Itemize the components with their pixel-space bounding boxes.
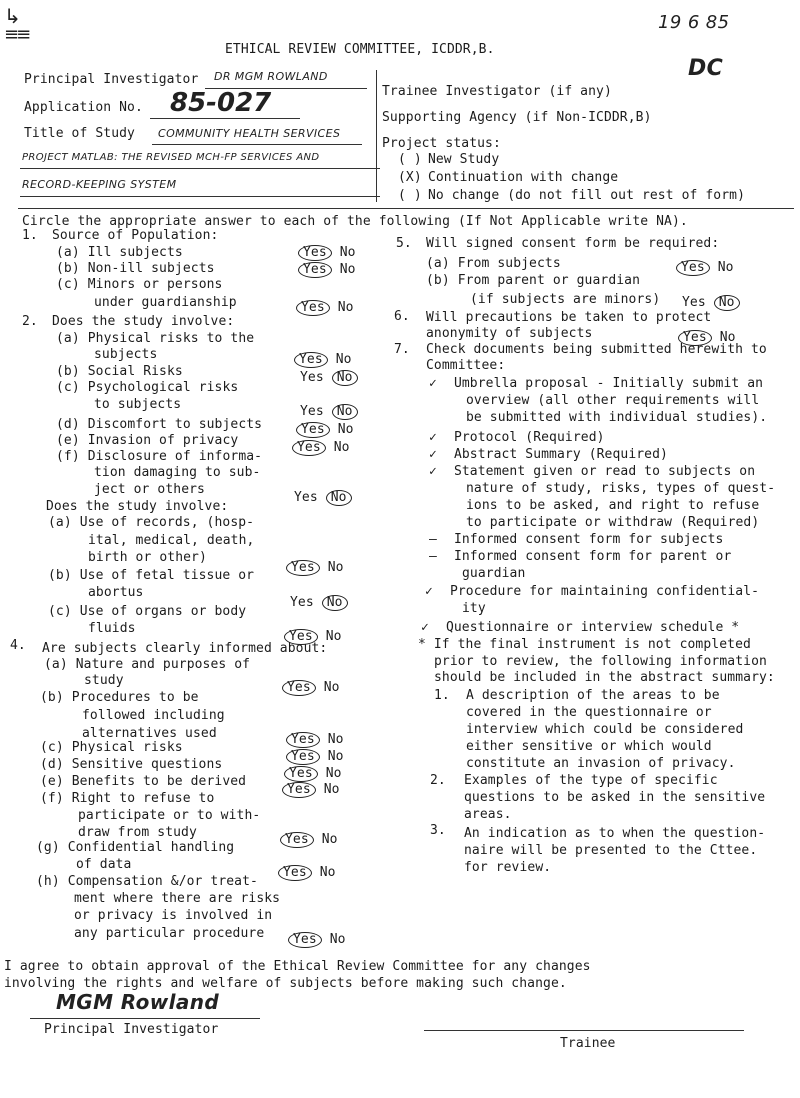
doc-umbrella <box>420 376 763 392</box>
item-letter: (d) <box>56 417 80 432</box>
q2c-line2: to subjects <box>94 397 182 412</box>
point-1-line2: covered in the questionnaire or <box>466 705 712 720</box>
status-option-new <box>398 152 499 168</box>
doc-questionnaire <box>412 620 739 636</box>
checkbox-mark: ( ) <box>398 152 422 167</box>
point-2-line1: Examples of the type of specific <box>464 773 718 788</box>
item-text: Nature and purposes of <box>75 657 251 672</box>
item-text: Compensation &/or treat- <box>67 874 258 889</box>
item-text: Right to refuse to <box>71 791 215 806</box>
q3-title: Does the study involve: <box>46 499 229 514</box>
point-3-line1: An indication as to when the question- <box>464 826 766 841</box>
item-letter: (e) <box>56 433 80 448</box>
q1a <box>56 245 183 261</box>
q3b-line2: abortus <box>88 585 144 600</box>
yes-circled: Yes <box>284 629 318 645</box>
no-option: No <box>335 352 352 367</box>
doc-confidentiality-line2: ity <box>462 601 486 616</box>
item-text: Confidential handling <box>67 840 235 855</box>
doc-statement <box>420 464 755 480</box>
item-letter: (b) <box>56 261 80 276</box>
yes-circled: Yes <box>288 932 322 948</box>
doc-umbrella-line2: overview (all other requirements will <box>466 393 760 408</box>
application-underline <box>150 118 300 119</box>
no-circled: No <box>332 370 358 386</box>
dash-mark: — <box>429 532 437 547</box>
item-letter: (e) <box>40 774 64 789</box>
status-option-label: No change (do not fill out rest of form) <box>427 188 746 203</box>
point-3-number: 3. <box>430 823 446 838</box>
title-label: Title of Study <box>24 126 135 141</box>
q4d-answer <box>284 766 342 782</box>
q2e <box>56 433 238 449</box>
q4h-line2: ment where there are risks <box>74 891 281 906</box>
q3b <box>48 568 254 584</box>
q4c-answer <box>286 749 344 765</box>
no-circled: No <box>714 295 740 311</box>
q4d <box>40 757 222 773</box>
q1a-answer <box>298 245 356 261</box>
q6-line2: anonymity of subjects <box>426 326 593 341</box>
doc-umbrella-line3: be submitted with individual studies). <box>466 410 768 425</box>
yes-option: Yes <box>300 404 324 419</box>
date-mark: 19 6 85 <box>658 12 730 33</box>
status-option-label: New Study <box>427 152 500 167</box>
check-icon: ✓ <box>429 464 437 479</box>
point-2-line2: questions to be asked in the sensitive <box>464 790 766 805</box>
yes-circled: Yes <box>286 560 320 576</box>
no-option: No <box>327 560 344 575</box>
agreement-line-1: I agree to obtain approval of the Ethical Review Committee for any changes <box>4 959 591 974</box>
trainee-signature-line <box>424 1030 744 1031</box>
item-letter: (c) <box>56 380 80 395</box>
item-text: Social Risks <box>87 364 183 379</box>
item-letter: (a) <box>48 515 72 530</box>
doc-label: Questionnaire or interview schedule * <box>445 620 740 635</box>
yes-circled: Yes <box>678 330 712 346</box>
application-value: 85-027 <box>170 88 272 118</box>
check-icon: ✓ <box>429 376 437 391</box>
title-underline-2 <box>20 168 380 169</box>
item-letter: (f) <box>40 791 64 806</box>
point-2-line3: areas. <box>464 807 512 822</box>
q2c <box>56 380 238 396</box>
title-value-1: COMMUNITY HEALTH SERVICES <box>158 127 341 140</box>
q3c <box>48 604 246 620</box>
q5b <box>426 273 640 289</box>
yes-circled: Yes <box>282 782 316 798</box>
check-icon: ✓ <box>429 447 437 462</box>
no-option: No <box>719 330 736 345</box>
item-letter: (h) <box>36 874 60 889</box>
doc-consent-parent-line2: guardian <box>462 566 526 581</box>
no-option: No <box>327 749 344 764</box>
item-letter: (b) <box>48 568 72 583</box>
trainee-label: Trainee Investigator (if any) <box>382 84 612 99</box>
q2f-line2: tion damaging to sub- <box>94 465 261 480</box>
doc-statement-line3: ions to be asked, and right to refuse <box>466 498 760 513</box>
q4b <box>40 690 199 706</box>
q2f-answer <box>294 490 352 506</box>
q5a-answer <box>676 260 734 276</box>
q4h-line3: or privacy is involved in <box>74 908 273 923</box>
item-letter: (c) <box>48 604 72 619</box>
item-text: Physical risks <box>71 740 183 755</box>
point-3-line2: naire will be presented to the Cttee. <box>464 843 758 858</box>
q1b-answer <box>298 262 356 278</box>
instructions: Circle the appropriate answer to each of the following (If Not Applicable write NA). <box>22 214 688 229</box>
no-option: No <box>717 260 734 275</box>
item-letter: (b) <box>56 364 80 379</box>
corner-scribble-2: ≡≡ <box>4 24 29 45</box>
doc-consent-parent <box>420 549 731 565</box>
item-text: Sensitive questions <box>71 757 223 772</box>
q4b-line3: alternatives used <box>82 726 217 741</box>
item-letter: (b) <box>426 273 450 288</box>
item-text: Psychological risks <box>87 380 239 395</box>
yes-circled: Yes <box>282 680 316 696</box>
no-option: No <box>329 932 346 947</box>
check-icon: ✓ <box>425 584 433 599</box>
item-text: From subjects <box>457 256 561 271</box>
dash-mark: — <box>429 549 437 564</box>
q4f <box>40 791 214 807</box>
q3c-line2: fluids <box>88 621 136 636</box>
doc-label: Statement given or read to subjects on <box>453 464 756 479</box>
fields-divider <box>376 70 377 202</box>
yes-option: Yes <box>290 595 314 610</box>
q4a <box>44 657 250 673</box>
q2a <box>56 331 254 347</box>
q2-number: 2. <box>22 314 38 329</box>
q7-note-1: * If the final instrument is not completed <box>418 637 751 652</box>
item-text: Ill subjects <box>87 245 183 260</box>
doc-label: Protocol (Required) <box>453 430 605 445</box>
q4a-answer <box>282 680 340 696</box>
q3a-line2: ital, medical, death, <box>88 533 255 548</box>
q2b <box>56 364 183 380</box>
q2f-line3: ject or others <box>94 482 205 497</box>
q6-number: 6. <box>394 309 410 324</box>
agency-label: Supporting Agency (if Non-ICDDR,B) <box>382 110 652 125</box>
q4g-line2: of data <box>76 857 132 872</box>
no-option: No <box>325 629 342 644</box>
no-option: No <box>319 865 336 880</box>
pi-signature-label: Principal Investigator <box>44 1022 219 1037</box>
no-option: No <box>337 300 354 315</box>
item-text: Non-ill subjects <box>87 261 215 276</box>
yes-circled: Yes <box>284 766 318 782</box>
yes-option: Yes <box>682 295 706 310</box>
yes-circled: Yes <box>294 352 328 368</box>
doc-label: Procedure for maintaining confidential- <box>449 584 760 599</box>
item-text: Physical risks to the <box>87 331 255 346</box>
title-value-2: PROJECT MATLAB: THE REVISED MCH-FP SERVICES AND <box>22 152 320 163</box>
yes-circled: Yes <box>298 245 332 261</box>
no-option: No <box>339 245 356 260</box>
q3a-line3: birth or other) <box>88 550 207 565</box>
q7-note-2: prior to review, the following information <box>434 654 767 669</box>
yes-circled: Yes <box>296 422 330 438</box>
point-2-number: 2. <box>430 773 446 788</box>
doc-abstract <box>420 447 668 463</box>
item-text: Use of fetal tissue or <box>79 568 255 583</box>
pi-label: Principal Investigator <box>24 72 199 87</box>
q4h-line4: any particular procedure <box>74 926 265 941</box>
agreement-line-2: involving the rights and welfare of subjects before making such change. <box>4 976 567 991</box>
status-option-continuation <box>398 170 618 186</box>
header-divider <box>18 208 794 209</box>
q4-number: 4. <box>10 638 26 653</box>
q2f <box>56 449 262 465</box>
q5-title: Will signed consent form be required: <box>426 236 720 251</box>
point-1-line4: either sensitive or which would <box>466 739 712 754</box>
item-text: Use of organs or body <box>79 604 247 619</box>
q4e <box>40 774 246 790</box>
item-text: Invasion of privacy <box>87 433 239 448</box>
checkbox-mark: ( ) <box>398 188 422 203</box>
yes-circled: Yes <box>280 832 314 848</box>
no-circled: No <box>326 490 352 506</box>
item-text: From parent or guardian <box>457 273 641 288</box>
checkbox-mark: (X) <box>398 170 422 185</box>
doc-label: Abstract Summary (Required) <box>453 447 668 462</box>
q2a-answer <box>294 352 352 368</box>
doc-statement-line4: to participate or withdraw (Required) <box>466 515 760 530</box>
q7-number: 7. <box>394 342 410 357</box>
check-icon: ✓ <box>421 620 429 635</box>
q7-note-3: should be included in the abstract summary: <box>434 670 775 685</box>
q2-title: Does the study involve: <box>52 314 235 329</box>
pi-signature-line <box>30 1018 260 1019</box>
q4h <box>36 874 258 890</box>
item-letter: (b) <box>40 690 64 705</box>
no-option: No <box>327 732 344 747</box>
q4b-answer <box>286 732 344 748</box>
point-1-number: 1. <box>434 688 450 703</box>
title-underline-1 <box>152 144 362 145</box>
top-right-mark: DC <box>688 56 724 81</box>
title-value-3: RECORD-KEEPING SYSTEM <box>22 178 177 191</box>
q2d-answer <box>296 422 354 438</box>
q2d <box>56 417 262 433</box>
item-letter: (c) <box>56 277 80 292</box>
q5a <box>426 256 561 272</box>
q3b-answer <box>290 595 348 611</box>
doc-label: Informed consent form for parent or <box>453 549 732 564</box>
q2c-answer <box>300 404 358 420</box>
q4f-line3: draw from study <box>78 825 197 840</box>
application-label: Application No. <box>24 100 143 115</box>
no-option: No <box>325 766 342 781</box>
item-letter: (d) <box>40 757 64 772</box>
q1-number: 1. <box>22 228 38 243</box>
item-text: Minors or persons <box>87 277 223 292</box>
item-letter: (c) <box>40 740 64 755</box>
q2a-line2: subjects <box>94 347 158 362</box>
yes-circled: Yes <box>278 865 312 881</box>
q5b-line2: (if subjects are minors) <box>470 292 661 307</box>
no-circled: No <box>332 404 358 420</box>
item-text: Use of records, (hosp- <box>79 515 255 530</box>
status-option-label: Continuation with change <box>427 170 619 185</box>
corner-scribble: ↳ <box>4 4 22 28</box>
q4a-line2: study <box>84 673 124 688</box>
doc-consent-subjects <box>420 532 723 548</box>
status-label: Project status: <box>382 136 501 151</box>
item-letter: (a) <box>56 245 80 260</box>
point-1-line3: interview which could be considered <box>466 722 744 737</box>
point-3-line3: for review. <box>464 860 552 875</box>
q5-number: 5. <box>396 236 412 251</box>
no-option: No <box>323 782 340 797</box>
point-1-line1: A description of the areas to be <box>466 688 720 703</box>
q2b-answer <box>300 370 358 386</box>
q7-title-2: Committee: <box>426 358 506 373</box>
yes-option: Yes <box>294 490 318 505</box>
q1c <box>56 277 222 293</box>
q4h-answer <box>288 932 346 948</box>
form-title: ETHICAL REVIEW COMMITTEE, ICDDR,B. <box>225 42 495 57</box>
no-option: No <box>337 422 354 437</box>
no-circled: No <box>322 595 348 611</box>
q2e-answer <box>292 440 350 456</box>
doc-label: Informed consent form for subjects <box>453 532 724 547</box>
item-letter: (a) <box>426 256 450 271</box>
doc-statement-line2: nature of study, risks, types of quest- <box>466 481 776 496</box>
yes-circled: Yes <box>286 749 320 765</box>
yes-circled: Yes <box>298 262 332 278</box>
item-text: Discomfort to subjects <box>87 417 263 432</box>
no-option: No <box>321 832 338 847</box>
q4f-line2: participate or to with- <box>78 808 261 823</box>
item-letter: (a) <box>44 657 68 672</box>
q7-title-1: Check documents being submitted herewith to <box>426 342 767 357</box>
q6-line1: Will precautions be taken to protect <box>426 310 712 325</box>
pi-signature: MGM Rowland <box>56 990 220 1014</box>
item-text: Procedures to be <box>71 690 199 705</box>
q1c-line2: under guardianship <box>94 295 237 310</box>
q1c-answer <box>296 300 354 316</box>
pi-value: DR MGM ROWLAND <box>214 70 328 83</box>
title-underline-3 <box>20 196 380 197</box>
q4c <box>40 740 183 756</box>
no-option: No <box>339 262 356 277</box>
yes-circled: Yes <box>676 260 710 276</box>
item-text: Disclosure of informa- <box>87 449 263 464</box>
doc-protocol <box>420 430 605 446</box>
q1b <box>56 261 215 277</box>
q4b-line2: followed including <box>82 708 225 723</box>
q4f-answer <box>280 832 338 848</box>
q5b-answer <box>682 295 740 311</box>
q3a-answer <box>286 560 344 576</box>
yes-circled: Yes <box>286 732 320 748</box>
q3a <box>48 515 254 531</box>
item-letter: (a) <box>56 331 80 346</box>
check-icon: ✓ <box>429 430 437 445</box>
yes-option: Yes <box>300 370 324 385</box>
no-option: No <box>323 680 340 695</box>
doc-confidentiality <box>416 584 759 600</box>
q4-title: Are subjects clearly informed about: <box>42 641 328 656</box>
no-option: No <box>333 440 350 455</box>
doc-label: Umbrella proposal - Initially submit an <box>453 376 764 391</box>
q4e-answer <box>282 782 340 798</box>
q4g-answer <box>278 865 336 881</box>
item-letter: (g) <box>36 840 60 855</box>
yes-circled: Yes <box>296 300 330 316</box>
item-text: Benefits to be derived <box>71 774 247 789</box>
item-letter: (f) <box>56 449 80 464</box>
q1-title: Source of Population: <box>52 228 219 243</box>
point-1-line5: constitute an invasion of privacy. <box>466 756 736 771</box>
q4g <box>36 840 234 856</box>
status-option-nochange <box>398 188 745 204</box>
yes-circled: Yes <box>292 440 326 456</box>
trainee-signature-label: Trainee <box>560 1036 616 1051</box>
